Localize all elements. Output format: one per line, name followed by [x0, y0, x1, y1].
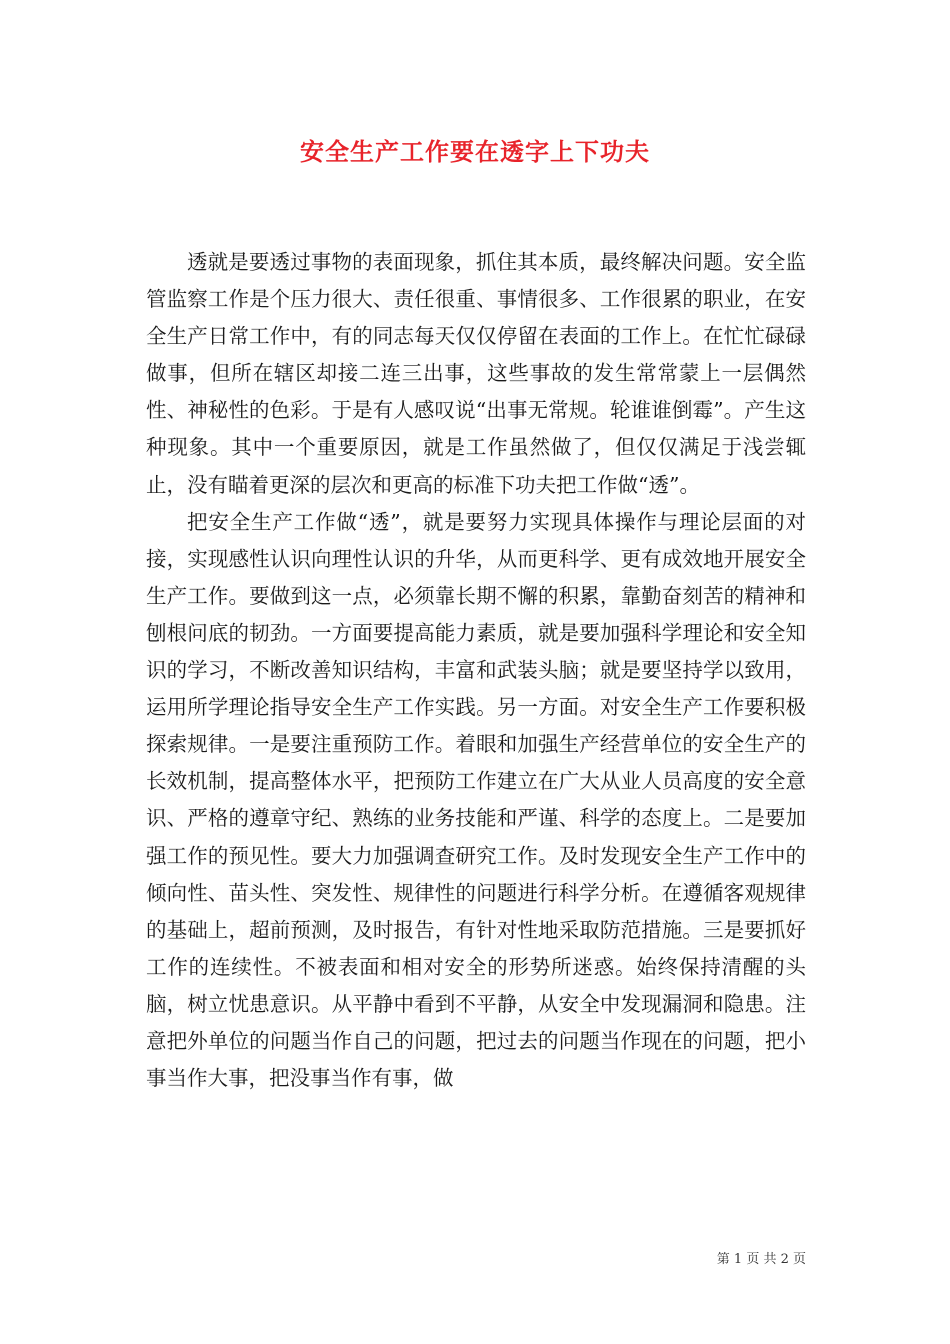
page-number: 第 1 页 共 2 页: [716, 1252, 806, 1267]
document-body: [146, 244, 806, 1097]
paragraph-1: 透就是要透过事物的表面现象，抓住其本质，最终解决问题。安全监管监察工作是个压力很大、责任很重、事情很多、工作很累的职业，在安全生产日常工作中，有的同志每天仅仅停留在表面的工作上。在忙忙碌碌做事，但所在辖区却接二连三出事，这些事故的发生常常蒙上一层偶然性、神秘性的色彩。于是有人感叹说“出事无常规。轮谁谁倒霉”。产生这种现象。其中一个重要原因，就是工作虽然做了，但仅仅满足于浅尝辄止，没有瞄着更深的层次和更高的标准下功夫把工作做“透”。: [146, 250, 806, 497]
document-title: 安全生产工作要在透字上下功夫: [300, 137, 650, 166]
paragraph-2: 把安全生产工作做“透”，就是要努力实现具体操作与理论层面的对接，实现感性认识向理性认识的升华，从而更科学、更有成效地开展安全生产工作。要做到这一点，必须靠长期不懈的积累，靠勤奋刻苦的精神和刨根问底的韧劲。一方面要提高能力素质，就是要加强科学理论和安全知识的学习，不断改善知识结构，丰富和武装头脑；就是要坚持学以致用，运用所学理论指导安全生产工作实践。另一方面。对安全生产工作要积极探索规律。一是要注重预防工作。着眼和加强生产经营单位的安全生产的长效机制，提高整体水平，把预防工作建立在广大从业人员高度的安全意识、严格的遵章守纪、熟练的业务技能和严谨、科学的态度上。二是要加强工作的预见性。要大力加强调查研究工作。及时发现安全生产工作中的倾向性、苗头性、突发性、规律性的问题进行科学分析。在遵循客观规律的基础上，超前预测，及时报告，有针对性地采取防范措施。三是要抓好工作的连续性。不被表面和相对安全的形势所迷惑。始终保持清醒的头脑，树立忧患意识。从平静中看到不平静，从安全中发现漏洞和隐患。注意把外单位的问题当作自己的问题，把过去的问题当作现在的问题，把小事当作大事，把没事当作有事，做: [146, 509, 806, 1091]
